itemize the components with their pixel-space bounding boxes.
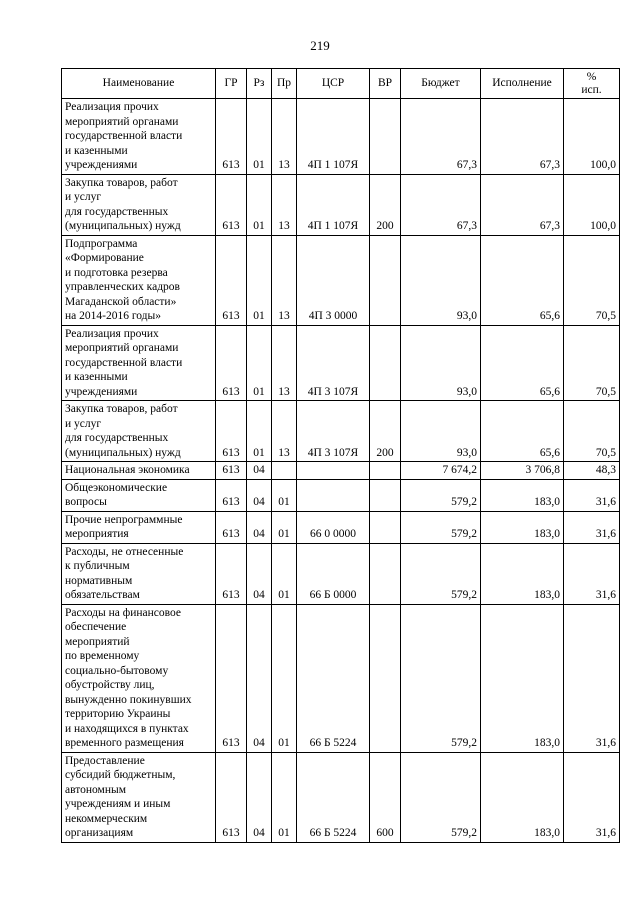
row-name: Закупка товаров, работ и услуг для государственных (муниципальных) нужд [62,174,216,235]
table-header-row [62,69,620,99]
row-gr: 613 [216,99,247,175]
row-pr [272,462,297,480]
row-vr: 200 [370,401,401,462]
row-pr: 13 [272,401,297,462]
table-row [62,235,620,325]
header-execution: Исполнение [481,69,564,99]
row-percent: 31,6 [564,479,620,511]
row-vr: 200 [370,174,401,235]
header-vr: ВР [370,69,401,99]
row-percent: 31,6 [564,604,620,752]
row-percent: 70,5 [564,401,620,462]
row-name: Подпрограмма «Формирование и подготовка резерва управленческих кадров Магаданской области» на 2014-2016 годы» [62,235,216,325]
row-rz: 04 [247,511,272,543]
row-budget: 579,2 [401,752,481,842]
row-budget: 67,3 [401,174,481,235]
row-execution: 3 706,8 [481,462,564,480]
row-vr [370,604,401,752]
budget-table [61,68,620,843]
row-percent: 48,3 [564,462,620,480]
row-vr [370,235,401,325]
row-rz: 01 [247,99,272,175]
row-csr: 4П 1 107Я [297,174,370,235]
table-row [62,511,620,543]
row-pr: 13 [272,235,297,325]
row-vr: 600 [370,752,401,842]
table-row [62,325,620,401]
header-budget: Бюджет [401,69,481,99]
row-execution: 183,0 [481,511,564,543]
row-pr: 01 [272,479,297,511]
row-vr [370,325,401,401]
row-gr: 613 [216,604,247,752]
row-execution: 183,0 [481,543,564,604]
row-execution: 183,0 [481,752,564,842]
row-csr: 66 Б 5224 [297,604,370,752]
row-csr [297,462,370,480]
row-gr: 613 [216,401,247,462]
table-row [62,479,620,511]
row-budget: 93,0 [401,235,481,325]
row-vr [370,511,401,543]
row-rz: 04 [247,604,272,752]
row-budget: 93,0 [401,325,481,401]
table-row [62,462,620,480]
row-vr [370,99,401,175]
row-csr: 4П 1 107Я [297,99,370,175]
row-rz: 04 [247,752,272,842]
row-name: Реализация прочих мероприятий органами государственной власти и казенными учреждениями [62,325,216,401]
table-row [62,174,620,235]
row-name: Общеэкономические вопросы [62,479,216,511]
row-gr: 613 [216,752,247,842]
row-pr: 13 [272,174,297,235]
row-name: Предоставление субсидий бюджетным, автономным учреждениям и иным некоммерческим организациям [62,752,216,842]
row-vr [370,462,401,480]
row-budget: 579,2 [401,511,481,543]
row-pr: 01 [272,511,297,543]
row-percent: 31,6 [564,511,620,543]
row-rz: 04 [247,462,272,480]
row-name: Закупка товаров, работ и услуг для государственных (муниципальных) нужд [62,401,216,462]
header-pr: Пр [272,69,297,99]
table-row [62,401,620,462]
header-name: Наименование [62,69,216,99]
row-csr [297,479,370,511]
row-execution: 67,3 [481,174,564,235]
row-budget: 7 674,2 [401,462,481,480]
row-percent: 70,5 [564,235,620,325]
row-budget: 579,2 [401,479,481,511]
row-gr: 613 [216,235,247,325]
row-gr: 613 [216,462,247,480]
table-row [62,99,620,175]
row-gr: 613 [216,325,247,401]
row-csr: 4П 3 0000 [297,235,370,325]
row-csr: 66 0 0000 [297,511,370,543]
row-execution: 65,6 [481,401,564,462]
row-execution: 183,0 [481,604,564,752]
row-execution: 65,6 [481,235,564,325]
row-budget: 93,0 [401,401,481,462]
row-rz: 01 [247,325,272,401]
row-pr: 01 [272,543,297,604]
row-rz: 01 [247,174,272,235]
row-rz: 01 [247,401,272,462]
row-rz: 04 [247,479,272,511]
header-gr: ГР [216,69,247,99]
row-csr: 4П 3 107Я [297,401,370,462]
row-gr: 613 [216,511,247,543]
row-percent: 100,0 [564,99,620,175]
row-percent: 31,6 [564,752,620,842]
row-pr: 13 [272,325,297,401]
row-name: Национальная экономика [62,462,216,480]
row-percent: 31,6 [564,543,620,604]
row-gr: 613 [216,174,247,235]
row-percent: 70,5 [564,325,620,401]
header-csr: ЦСР [297,69,370,99]
header-rz: Рз [247,69,272,99]
row-pr: 01 [272,604,297,752]
row-execution: 67,3 [481,99,564,175]
page-number: 219 [310,38,330,53]
row-gr: 613 [216,543,247,604]
row-budget: 67,3 [401,99,481,175]
row-name: Расходы, не отнесенные к публичным нормативным обязательствам [62,543,216,604]
row-name: Прочие непрограммные мероприятия [62,511,216,543]
row-name: Расходы на финансовое обеспечение мероприятий по временному социально-бытовому обустройству лиц, вынужденно покинувших территорию Украины и находящихся в пунктах временного размещения [62,604,216,752]
row-execution: 65,6 [481,325,564,401]
row-rz: 04 [247,543,272,604]
table-row [62,604,620,752]
row-vr [370,479,401,511]
row-pr: 01 [272,752,297,842]
row-vr [370,543,401,604]
row-budget: 579,2 [401,604,481,752]
table-row [62,752,620,842]
row-percent: 100,0 [564,174,620,235]
row-csr: 66 Б 5224 [297,752,370,842]
row-budget: 579,2 [401,543,481,604]
header-percent: % исп. [564,69,620,99]
row-name: Реализация прочих мероприятий органами государственной власти и казенными учреждениями [62,99,216,175]
row-csr: 66 Б 0000 [297,543,370,604]
row-execution: 183,0 [481,479,564,511]
row-rz: 01 [247,235,272,325]
table-row [62,543,620,604]
row-csr: 4П 3 107Я [297,325,370,401]
row-pr: 13 [272,99,297,175]
row-gr: 613 [216,479,247,511]
